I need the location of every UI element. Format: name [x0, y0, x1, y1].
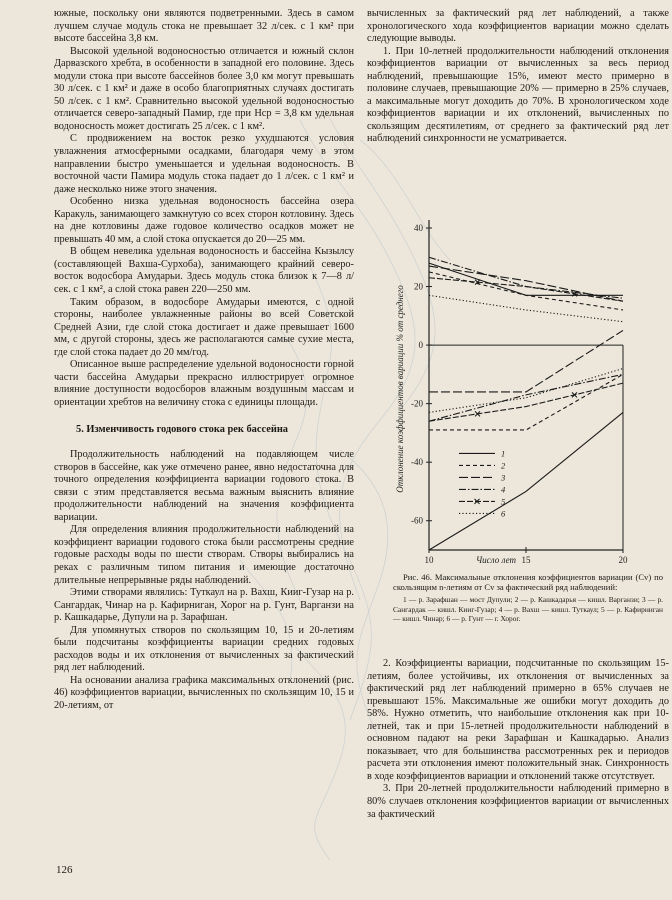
y-tick-label: 0 — [418, 340, 423, 351]
series-2-lower — [429, 374, 623, 430]
figure-46 — [367, 190, 669, 646]
paragraph: Таким образом, в водосборе Амударьи имеются, с одной стороны, наиболее увлажненные районы во всей Советской Средней Азии, где слой стока достигает и даже превышает 1600 мм, с другой стороны, здесь же располагаются самые сухие места, где слой стока падает до 20 мм/год. — [54, 296, 354, 358]
legend-label: 6 — [501, 508, 506, 519]
series-1-lower — [429, 412, 623, 550]
legend-label: 3 — [501, 472, 506, 483]
y-tick-label: 20 — [414, 281, 423, 292]
legend-label: 5 — [501, 496, 506, 507]
y-tick-label: -60 — [411, 515, 423, 526]
paragraph: 2. Коэффициенты вариации, подсчитанные по скользящим 15-летиям, более устойчивы, их отклонения от вычисленных за фактический ряд лет наблюдений примерно в 65% случаев не превышают 15%. Максимальные же ошибки могут доходить до 58%. Нужно отметить, что наибольшие отклонения как при 10-летней, так и при 15-летней продолжительности наблюдений в основном падают на реки Зарафшан и Кашкадарью. Анализ показывает, что для большинства рассмотренных рек и периодов расчета эти отклонения имеют положительный знак. Синхронность в ходе коэффициентов вариации и отклонений также отсутствует. — [367, 658, 669, 782]
right-column-bottom — [367, 658, 669, 821]
paragraph: Высокой удельной водоносностью отличается и южный склон Дарвазского хребта, в особенности в западной его половине. Здесь модули стока при высоте бассейнов более 3,0 км могут превышать 30 л/сек. с 1 км² и даже в особо благоприятных случаях достигать 50 л/сек. с 1 км². Сравнительно высокой удельной водоносностью отличается северо-западный Памир, где при Hср = 3,8 км удельная водоносность может достигать 25 л/сек. с 1 км². — [54, 45, 354, 132]
x-tick-label: 15 — [521, 555, 531, 565]
paragraph: В общем невелика удельная водоносность и бассейна Кызылсу (составляющей Вахша-Сурхоба), занимающего крайний северо-восток водосбора Амударьи. Здесь модуль стока близок к 7—8 л/сек. с 1 км², а слой стока равен 220—250 мм. — [54, 246, 354, 296]
deviation-chart — [367, 190, 669, 570]
y-axis-label: Отклонение коэффициентов вариации % от среднего — [395, 285, 405, 493]
series-4-upper — [429, 257, 623, 298]
paragraph: 3. При 20-летней продолжительности наблюдений примерно в 80% случаев отклонения коэффициентов вариации от вычисленных за фактический — [367, 783, 669, 820]
series-6-upper — [429, 295, 623, 321]
series-5-lower — [429, 383, 623, 421]
section-heading: 5. Изменчивость годового стока рек бассейна — [76, 423, 288, 435]
x-axis-label: Число лет — [475, 555, 517, 565]
y-tick-label: -40 — [411, 457, 423, 468]
figure-caption — [393, 572, 663, 623]
paragraph: Этими створами являлись: Туткаул на р. Вахш, Кииг-Гузар на р. Сангардак, Чинар на р. Кафирниган, Хорог на р. Гунт, Варганзи на р. Кашкадарье, Дупули на р. Зарафшан. — [54, 587, 354, 624]
paragraph: На основании анализа графика максимальных отклонений (рис. 46) коэффициентов вариации, вычисленных по скользящим 10, 15 и 20-летиям, от — [54, 674, 354, 711]
paragraph: вычисленных за фактический ряд лет наблюдений, а также хронологического хода коэффициентов вариации можно сделать следующие выводы. — [367, 8, 669, 45]
paragraph: южные, поскольку они являются подветренными. Здесь в самом лучшем случае модуль стока не превышает 32 л/сек. с 1 км² при высоте бассейна 3,8 км. — [54, 8, 354, 45]
x-tick-label: 10 — [424, 555, 434, 565]
right-column-top — [367, 8, 669, 146]
paragraph: Описанное выше распределение удельной водоносности горной части бассейна Амударьи прекрасно иллюстрирует огромное влияние доступности водосборов влажным воздушным массам и ориентации хребтов на величину стока с единицы площади. — [54, 359, 354, 408]
paragraph: Особенно низка удельная водоносность бассейна озера Каракуль, занимающего замкнутую со всех сторон котловину. Здесь на дне котловины даже годовое количество осадков может не превышать 40 мм, а слой стока опускается до 20—25 мм. — [54, 196, 354, 245]
paragraph: Продолжительность наблюдений на подавляющем числе створов в бассейне, как уже отмечено ранее, явно недостаточна для точного определения коэффициента вариации годового стока. В связи с этим представляется весьма важным выяснить влияние продолжительности наблюдений на значения коэффициента вариации. — [54, 449, 354, 523]
paragraph: Для определения влияния продолжительности наблюдений на коэффициент вариации годового стока были рассмотрены средние годовые расходы воды по шести створам. Створы выбирались на реках с различным типом питания и имеющие достаточно длительные непрерывные ряды наблюдений. — [54, 524, 354, 586]
paragraph: С продвижением на восток резко ухудшаются условия увлажнения атмосферными осадками, благодаря чему в этом направлении быстро уменьшается и удельная водоносность. В восточной части Памира модуль стока падает до 1 л/сек. с 1 км² и даже несколько ниже этого значения. — [54, 133, 354, 195]
legend-label: 1 — [501, 448, 506, 459]
legend-label: 4 — [501, 484, 506, 495]
x-tick-label: 20 — [618, 555, 628, 565]
left-column — [54, 8, 354, 713]
series-3-upper — [429, 266, 623, 301]
caption-legend: 1 — р. Зарафшан — мост Дупули; 2 — р. Кашкадарья — кишл. Варганзи; 3 — р. Сангардак — кишл. Кииг-Гузар; 4 — р. Вахш — кишл. Туткаул; 5 — р. Кафирниган — кишл. Чинар; 6 — р. Гунт — г. Хорог. — [393, 595, 663, 623]
series-5-upper — [429, 278, 623, 301]
page-number: 126 — [56, 864, 73, 876]
y-tick-label: 40 — [414, 223, 423, 233]
series-3-lower — [429, 330, 623, 391]
caption-title: Рис. 46. Максимальные отклонения коэффициентов вариации (Cv) по скользящим n-летиям от Cv за фактический ряд наблюдений: — [393, 572, 663, 593]
paragraph: Для упомянутых створов по скользящим 10, 15 и 20-летиям были подсчитаны коэффициенты вариации средних годовых расходов воды и их отклонения от вычисленных за фактический ряд лет наблюдений. — [54, 624, 354, 674]
y-tick-label: -20 — [411, 398, 423, 409]
legend-label: 2 — [501, 460, 506, 471]
paragraph: 1. При 10-летней продолжительности наблюдений отклонения коэффициентов вариации от вычисленных за весь период наблюдений, превышающие 15%, имеют место примерно в половине случаев, превышающие 20% — примерно в 25% случаев, а максимальные могут доходить до 70%. В хронологическом ходе коэффициентов вариации и их отклонений, вычисленных по скользящим десятилетиям, от среднего за фактический ряд лет наблюдений синхронности не усматривается. — [367, 45, 669, 145]
series-4-lower — [429, 374, 623, 421]
series-2-upper — [429, 272, 623, 310]
